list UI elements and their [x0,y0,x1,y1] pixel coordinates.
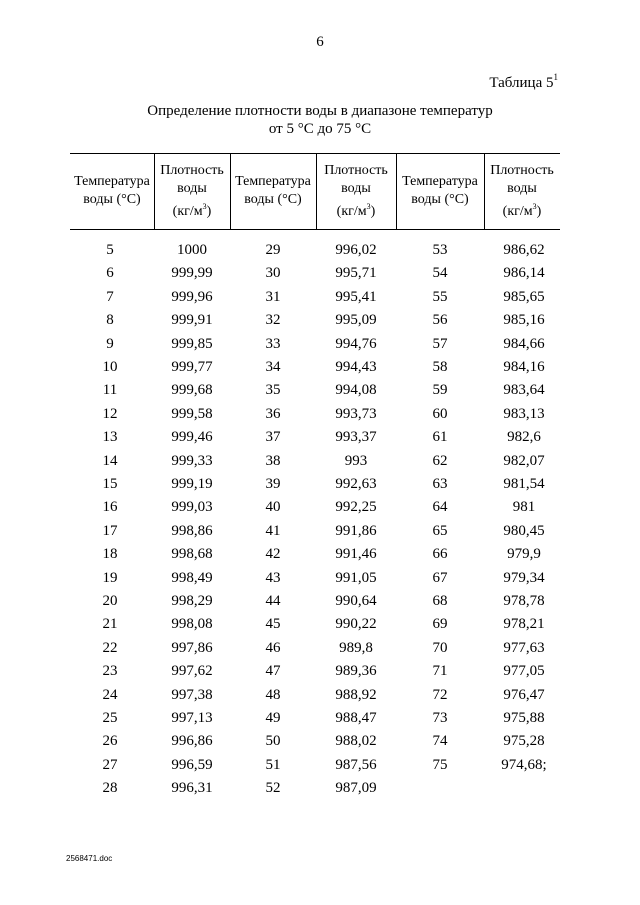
header-dens-unit [503,198,542,221]
density-cell: 981,54 [503,476,545,492]
temperature-cell: 14 [102,452,118,469]
header-temperature-2 [230,153,316,229]
temperature-cell: 27 [102,756,118,773]
temperature-cell: 74 [432,733,448,750]
density-cell: 979,9 [507,546,541,563]
header-density-2 [316,153,396,229]
density-cell: 998,08 [171,616,213,633]
header-dens-line1: Плотность [160,162,224,178]
temperature-cell: 33 [265,335,281,352]
density-cell: 975,88 [503,710,545,726]
density-cell: 999,19 [171,476,213,492]
density-cell: 999,77 [171,359,213,375]
density-cell: 999,91 [171,312,213,329]
header-temp-line1: Температура [402,174,478,189]
temperature-cell: 64 [432,499,448,516]
temperature-cell: 44 [265,593,281,609]
temperature-cell: 48 [265,686,281,703]
table-label-superscript: 1 [553,72,558,82]
density-cell: 996,31 [171,780,213,797]
density-cell: 992,25 [335,499,377,516]
temperature-cell: 71 [432,663,448,680]
density-cell: 999,96 [171,288,213,305]
density-cell: 983,13 [503,405,545,422]
unit-text: (кг/м [502,203,533,219]
temperature-cell: 52 [265,780,281,797]
density-cell: 987,09 [335,780,377,797]
density-cell: 988,92 [335,686,377,703]
header-dens-line2: воды [341,180,371,196]
temperature-cell: 61 [432,429,448,446]
density-cell: 996,02 [335,242,377,258]
unit-text: (кг/м [336,203,367,219]
temperature-cell: 53 [432,242,448,258]
table-label [489,72,558,92]
temperature-cell: 42 [265,546,281,563]
density-cell: 978,78 [503,593,545,609]
density-cell: 989,8 [339,639,373,656]
density-cell: 977,05 [503,663,545,680]
temperature-cell: 36 [265,405,281,422]
density-cell: 984,16 [503,359,545,375]
temperature-cell: 30 [265,265,281,282]
density-cell: 985,16 [503,312,545,329]
temperature-cell: 20 [102,593,118,609]
density-cell: 999,46 [171,429,213,446]
temperature-cell: 43 [265,569,281,586]
density-cell: 990,64 [335,593,377,609]
temperature-cell: 60 [432,405,448,422]
table-title-line-1: Определение плотности воды в диапазоне температур [147,103,493,119]
temperature-cell: 38 [265,452,281,469]
density-cell: 998,49 [171,569,213,586]
temperature-cell: 57 [432,335,448,352]
unit-text: (кг/м [172,203,203,219]
density-cell: 991,86 [335,522,377,539]
temperature-cell: 62 [432,452,448,469]
temperature-cell: 46 [265,639,281,656]
temperature-cell: 11 [102,382,118,399]
temperature-cell: 31 [265,288,281,305]
density-cell: 980,45 [503,522,545,539]
density-cell: 979,34 [503,569,545,586]
temperature-cell: 47 [265,663,281,680]
temperature-cell: 34 [265,359,281,375]
temperature-cell: 70 [432,639,448,656]
density-cell: 986,14 [503,265,545,282]
temperature-cell: 29 [265,242,281,258]
density-cell: 983,64 [503,382,545,399]
density-cell: 975,28 [503,733,545,750]
header-temp-line2: воды (°C) [411,192,469,207]
density-cell: 998,68 [171,546,213,563]
density-cell: 995,09 [335,312,377,329]
table-label-text: Таблица 5 [489,75,554,91]
density-cell: 982,07 [503,452,545,469]
temperature-cell: 40 [265,499,281,516]
temperature-cell: 19 [102,569,118,586]
density-cell: 999,85 [171,335,213,352]
density-cell: 995,71 [335,265,377,282]
density-cell: 993,73 [335,405,377,422]
header-dens-line1: Плотность [490,162,554,178]
density-cell: 998,29 [171,593,213,609]
temperature-cell: 9 [106,335,114,352]
density-cell: 993 [344,452,368,469]
temperature-cell: 24 [102,686,118,703]
density-cell: 999,99 [171,265,213,282]
density-cell: 994,08 [335,382,377,399]
density-cell: 988,47 [335,710,377,726]
density-cell: 998,86 [171,522,213,539]
density-cell: 989,36 [335,663,377,680]
header-dens-line2: воды [177,180,207,196]
temperature-cell: 51 [265,756,281,773]
density-cell: 999,68 [171,382,213,399]
temperature-cell: 10 [102,359,118,375]
unit-close: ) [370,203,376,219]
temperature-cell: 18 [102,546,118,563]
temperature-cell: 16 [102,499,118,516]
temperature-cell: 23 [102,663,118,680]
density-cell: 994,43 [335,359,377,375]
temperature-cell: 7 [106,288,114,305]
density-cell: 985,65 [503,288,545,305]
density-cell: 999,33 [171,452,213,469]
header-dens-line2: воды [507,180,537,196]
density-cell: 993,37 [335,429,377,446]
temperature-cell: 68 [432,593,448,609]
table-title-line-2: от 5 °C до 75 °C [268,121,372,137]
density-cell: 999,03 [171,499,213,516]
unit-sup: 3 [366,201,371,211]
header-temperature-1 [70,153,154,229]
density-cell: 992,63 [335,476,377,492]
temperature-cell: 45 [265,616,281,633]
temperature-cell: 8 [106,312,114,329]
temperature-cell: 28 [102,780,118,797]
density-cell: 991,46 [335,546,377,563]
header-temp-line2: воды (°C) [244,192,302,207]
temperature-cell: 37 [265,429,281,446]
density-cell: 1000 [177,242,207,258]
temperature-cell: 13 [102,429,118,446]
header-temp-line1: Температура [235,174,311,189]
footer-filename: 2568471.doc [66,854,113,863]
page-number: 6 [316,34,324,50]
unit-close: ) [206,203,212,219]
header-dens-unit [337,198,376,221]
density-cell: 977,63 [503,639,545,656]
unit-close: ) [536,203,542,219]
density-cell: 976,47 [503,686,545,703]
density-cell: 988,02 [335,733,377,750]
density-cell: 987,56 [335,756,377,773]
temperature-cell: 35 [265,382,281,399]
density-cell: 997,13 [171,710,213,726]
temperature-cell: 41 [265,522,281,539]
density-cell: 982,6 [507,429,541,446]
temperature-cell: 22 [102,639,118,656]
header-temp-line1: Температура [74,174,150,189]
temperature-cell: 67 [432,569,448,586]
header-density-3 [484,153,560,229]
density-cell: 994,76 [335,335,377,352]
temperature-cell: 25 [102,710,118,726]
density-cell: 995,41 [335,288,377,305]
unit-sup: 3 [532,201,537,211]
header-temp-line2: воды (°C) [83,192,141,207]
density-cell: 984,66 [503,335,545,352]
density-cell: 981 [512,499,536,516]
header-dens-unit [173,198,212,221]
density-cell: 996,59 [171,756,213,773]
density-cell: 997,38 [171,686,213,703]
temperature-cell: 56 [432,312,448,329]
density-cell: 978,21 [503,616,545,633]
temperature-cell: 59 [432,382,448,399]
density-cell: 997,62 [171,663,213,680]
temperature-cell: 6 [106,265,114,282]
temperature-cell: 17 [102,522,118,539]
temperature-cell: 21 [102,616,118,633]
header-temperature-3 [396,153,484,229]
temperature-cell: 50 [265,733,281,750]
table-title [0,102,640,138]
temperature-cell: 39 [265,476,281,492]
density-cell: 999,58 [171,405,213,422]
temperature-cell: 73 [432,710,448,726]
temperature-cell: 49 [265,710,281,726]
temperature-cell: 12 [102,405,118,422]
temperature-cell: 26 [102,733,118,750]
temperature-cell: 63 [432,476,448,492]
temperature-cell: 58 [432,359,448,375]
header-density-1 [154,153,230,229]
density-cell: 997,86 [171,639,213,656]
header-bottom-rule [70,229,560,230]
temperature-cell: 15 [102,476,118,492]
temperature-cell: 75 [432,756,448,773]
density-cell: 990,22 [335,616,377,633]
density-cell: 986,62 [503,242,545,258]
temperature-cell: 66 [432,546,448,563]
unit-sup: 3 [202,201,207,211]
density-cell: 974,68; [501,756,547,773]
header-dens-line1: Плотность [324,162,388,178]
temperature-cell: 54 [432,265,448,282]
temperature-cell: 55 [432,288,448,305]
temperature-cell: 32 [265,312,281,329]
density-cell: 996,86 [171,733,213,750]
temperature-cell: 69 [432,616,448,633]
temperature-cell: 5 [106,242,114,258]
density-cell: 991,05 [335,569,377,586]
temperature-cell: 65 [432,522,448,539]
temperature-cell: 72 [432,686,448,703]
